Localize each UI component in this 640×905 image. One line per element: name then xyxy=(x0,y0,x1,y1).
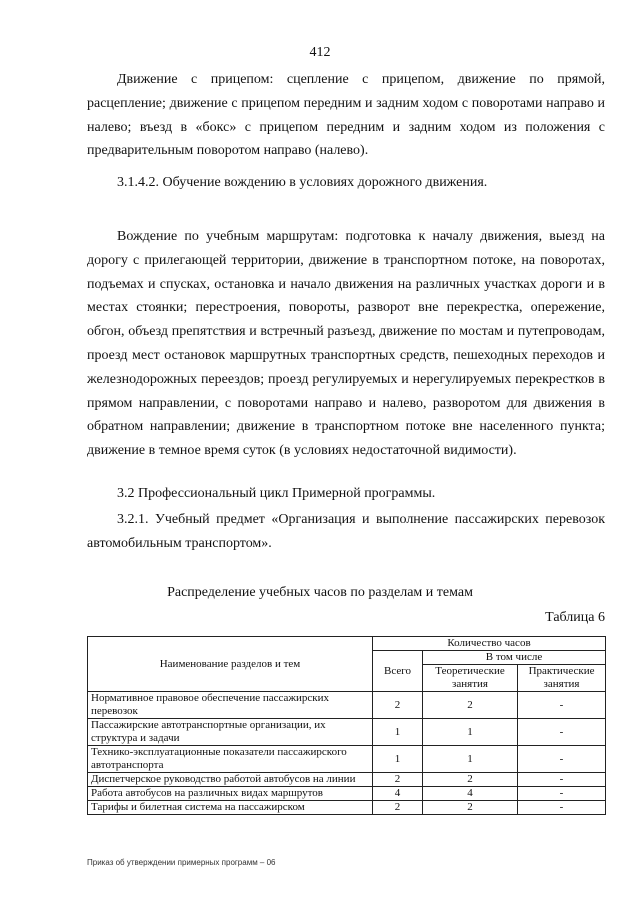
row-total: 2 xyxy=(373,773,423,787)
row-total: 2 xyxy=(373,692,423,719)
table-row xyxy=(88,719,606,746)
row-name: Диспетчерское руководство работой автобусов на линии xyxy=(88,773,373,787)
header-theory: Теоретические занятия xyxy=(423,665,518,692)
row-practice: - xyxy=(518,787,606,801)
header-practice: Практические занятия xyxy=(518,665,606,692)
row-total: 4 xyxy=(373,787,423,801)
row-theory: 1 xyxy=(423,719,518,746)
row-name: Тарифы и билетная система на пассажирском xyxy=(88,801,373,815)
row-name: Работа автобусов на различных видах маршрутов xyxy=(88,787,373,801)
table-row xyxy=(88,692,606,719)
row-total: 2 xyxy=(373,801,423,815)
paragraph-section-3-1-4-2: 3.1.4.2. Обучение вождению в условиях дорожного движения. xyxy=(117,175,488,190)
row-name: Технико-эксплуатационные показатели пассажирского автотранспорта xyxy=(88,746,373,773)
header-total: Всего xyxy=(373,651,423,692)
row-total: 1 xyxy=(373,746,423,773)
row-practice: - xyxy=(518,692,606,719)
row-practice: - xyxy=(518,773,606,787)
row-theory: 1 xyxy=(423,746,518,773)
paragraph-trailer-driving: Движение с прицепом: сцепление с прицепом, движение по прямой, расцепление; движение с прицепом передним и задним ходом с поворотами направо и налево; въезд в «бокс» с прицепом передним и задним ходом из положения с предварительным поворотом направо (налево). xyxy=(87,72,605,159)
row-practice: - xyxy=(518,719,606,746)
hours-table xyxy=(87,636,606,815)
paragraph-route-driving: Вождение по учебным маршрутам: подготовка к началу движения, выезд на дорогу с прилегающей территории, движение в транспортном потоке, на поворотах, подъемах и спусках, остановка и начало движения на различных участках дороги и в местах стоянки; перестроения, повороты, разворот вне перекрестка, опережение, обгон, объезд препятствия и встречный разъезд, движение по мостам и путепроводам, проезд мест остановок маршрутных транспортных средств, пешеходных переходов и железнодорожных переездов; проезд регулируемых и нерегулируемых перекрестков в прямом направлении, с поворотами направо и налево, разворотом для движения в обратном направлении; движение в транспортном потоке вне населенного пункта; движение в темное время суток (в условиях недостаточной видимости). xyxy=(87,229,605,459)
page-number: 412 xyxy=(309,45,331,60)
row-theory: 2 xyxy=(423,692,518,719)
footer-note: Приказ об утверждении примерных программ – 06 xyxy=(87,858,276,867)
paragraph-section-3-2-1: 3.2.1. Учебный предмет «Организация и выполнение пассажирских перевозок автомобильным транспортом». xyxy=(87,512,605,551)
row-theory: 4 xyxy=(423,787,518,801)
paragraph-section-3-2: 3.2 Профессиональный цикл Примерной программы. xyxy=(117,486,436,501)
table-body xyxy=(88,692,606,815)
header-hours: Количество часов xyxy=(373,637,606,651)
table-row xyxy=(88,773,606,787)
table-row xyxy=(88,801,606,815)
row-total: 1 xyxy=(373,719,423,746)
row-theory: 2 xyxy=(423,773,518,787)
row-practice: - xyxy=(518,746,606,773)
header-name: Наименование разделов и тем xyxy=(88,637,373,692)
table-row xyxy=(88,787,606,801)
table-row xyxy=(88,746,606,773)
row-practice: - xyxy=(518,801,606,815)
row-theory: 2 xyxy=(423,801,518,815)
table-label: Таблица 6 xyxy=(545,610,605,625)
row-name: Нормативное правовое обеспечение пассажирских перевозок xyxy=(88,692,373,719)
header-including: В том числе xyxy=(423,651,606,665)
table-title: Распределение учебных часов по разделам и темам xyxy=(167,585,473,600)
row-name: Пассажирские автотранспортные организации, их структура и задачи xyxy=(88,719,373,746)
